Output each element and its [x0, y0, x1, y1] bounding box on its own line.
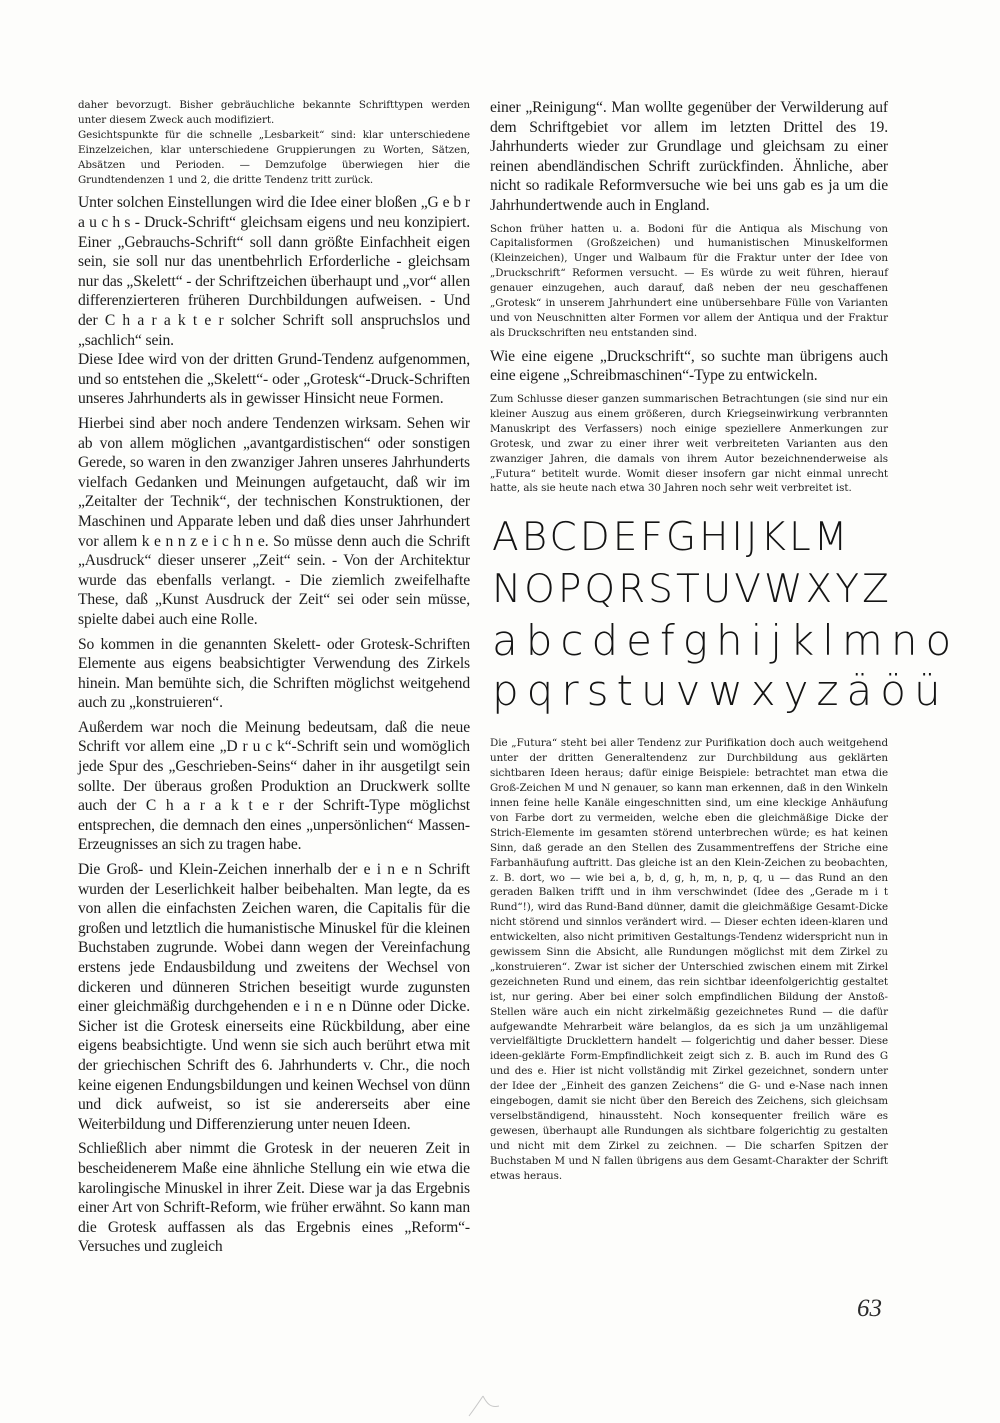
paragraph-small: Schon früher hatten u. a. Bodoni für die Antiqua als Mischung von Capitalisformen (Großzeichen) und humanistischen Minuskelformen (Kleinzeichen), Unger und Walbaum für die Fraktur unter der Idee von „Druckschrift“ Reformen versucht. — Es würde zu weit führen, hierauf genauer einzugehen, auch darauf, daß neben der neu geschaffenen „Grotesk“ in unserem Jahrhundert eine unübersehbare Fülle von Varianten und von Neuschnitten alter Formen vor allem der Antiqua und der Fraktur als Druckschriften neu entstanden sind.: [490, 222, 888, 339]
paragraph-small: daher bevorzugt. Bisher gebräuchliche bekannte Schrifttypen werden unter diesem Zweck auch modifiziert.: [78, 99, 470, 126]
paragraph: Unter solchen Einstellungen wird die Idee einer bloßen „G e b r a u c h s - Druck-Schrift“ gleichsam eigens und neu konzipiert. Einer „Gebrauchs-Schrift“ soll dann größte Einfachheit eigen sein, sie soll nur das unentbehrlich Erforderliche - gleichsam nur das „Skelett“ - der Schriftzeichen überhaupt und „vor“ allen differenzierteren früheren Durchbildungen aufweisen. - Und der C h a r a k t e r solcher Schrift soll anspruchslos und „sachlich“ sein.: [78, 194, 470, 349]
paragraph: Diese Idee wird von der dritten Grund-Tendenz aufgenommen, und so entstehen die „Skelett“- oder „Grotesk“-Druck-Schriften unseres Jahrhunderts als in gewisser Hinsicht neue Formen.: [78, 351, 470, 408]
paragraph: Hierbei sind aber noch andere Tendenzen wirksam. Sehen wir ab von allem möglichen „avantgardistischen“ oder sonstigen Gerede, so waren in den zwanziger Jahren unseres Jahrhunderts vielfach Gedanken und Meinungen aufgetaucht, daß wir im „Zeitalter der Technik“, der technischen Konstruktionen, der Maschinen und Apparate leben und daß dies unser Jahrhundert vor allem k e n n z e i c h n e. So müsse denn auch die Schrift „Ausdruck“ dieser unserer „Zeit“ sein. - Von der Architektur wurde das ebenfalls verlangt. - Die ziemlich zweifelhafte These, daß „Kunst Ausdruck der Zeit“ sei oder sein müsse, spielte dabei auch eine Rolle.: [78, 414, 470, 628]
alphabet-lowercase-line-2: pqrstuvwxyzäöü: [492, 666, 949, 716]
scan-artifact-icon: [463, 1392, 503, 1418]
paragraph-small: Zum Schlusse dieser ganzen summarischen Betrachtungen (sie sind nur ein kleiner Auszug aus einem größeren, durch Kriegseinwirkung verbrannten Manuskript des Verfassers) noch einige speziellere Anmerkungen zur Grotesk, und zwar zu einer ihrer weit verbreiteten Varianten aus den zwanziger Jahren, die damals von ihrem Autor bezeichnenderweise als „Futura“ betitelt wurde. Womit dieser insofern gar nicht einmal unrecht hatte, als sie heute nach etwa 30 Jahren noch sehr weit verbreitet ist.: [490, 393, 888, 495]
page-number: 63: [857, 1295, 882, 1322]
paragraph: So kommen in die genannten Skelett- oder Grotesk-Schriften Elemente aus eigens beabsichtigter Verwendung des Zirkels hinein. Man bemühte sich, die Schriften möglichst weitgehend auch zu „konstruieren“.: [78, 635, 470, 712]
paragraph: Schließlich aber nimmt die Grotesk in der neueren Zeit in bescheidenerem Maße eine ähnliche Stellung ein wie etwa die karolingische Minuskel in ihrer Zeit. Diese war ja das Ergebnis einer Art von Schrift-Reform, wie früher erwähnt. So kann man die Grotesk auffassen als das Ergebnis eines „Reform“-Versuches und zugleich: [78, 1140, 470, 1256]
paragraph-small: Die „Futura“ steht bei aller Tendenz zur Purifikation doch auch weitgehend unter der dritten Generaltendenz zur Durchbildung aus geklärten sichtbaren Ideen heraus; dafür einige Beispiele: betrachtet man etwa die Groß-Zeichen M und N genauer, so kann man erkennen, daß in den Winkeln innen feine helle Kanäle eingeschnitten sind, um eine kleckige Anhäufung von Farbe dort zu vermeiden, welche eben die gleichmäßige Dicke der Strich-Elemente im gesamten störend unterbrechen würde; es hat keinen Sinn, daß gerade an den Stellen des Zusammentreffens der Striche eine Farbanhäufung auftritt. Das gleiche ist an den Klein-Zeichen zu beobachten, z. B. dort, wo — wie bei a, b, d, g, h, m, n, p, q, u — das Rund an den geraden Balken trifft und in ihm verschwindet (Idee des „Gerade m i t Rund“!), wird das Rund-Band dünner, damit die gleichmäßige Gesamt-Dicke nicht störend und sinnlos verändert wird. — Dieser echten ideen-klaren und entwickelten, also nicht primitiven Gestaltungs-Tendenz widerspricht nun in gewissem Sinn die Absicht, alle Rundungen möglichst mit dem Zirkel zu „konstruieren“. Zwar ist sicher der Unterschied zwischen einem mit Zirkel gezeichneten Rund und einem, das rein sichtbar ideenfolgerichtig gestaltet ist, nur gering. Aber bei einer solch empfindlichen Bildung der Anstoß-Stellen wäre auch ein nicht zirkelmäßig gezeichnetes Rund — die dafür aufgewandte Mehrarbeit wäre belanglos, da es sich ja um unzähligemal vervielfältigte Drucklettern handelt — folgerichtig und daher besser. Diese ideen-geklärte Form-Empfindlichkeit zeigt sich z. B. auch im Rund des G und des e. Hier ist nicht vollständig mit Zirkel gezeichnet, sondern unter der Idee der „Einheit des ganzen Zeichens“ die G- und e-Nase nach innen eingebogen, damit sie nicht über den Bereich des Zeichens, sich gleichsam verselbständigend, hinaussteht. Noch konsequenter freilich wäre es gewesen, überhaupt alle Rundungen als sichtbare folgerichtig zu gestalten und nicht mit dem Zirkel zu zeichnen. — Die scharfen Spitzen der Buchstaben M und N fallen übrigens aus dem Gesamt-Charakter der Schrift etwas heraus.: [490, 737, 888, 1182]
alphabet-uppercase-line-1: ABCDEFGHIJKLM: [492, 515, 851, 561]
alphabet-uppercase-line-2: NOPQRSTUVWXYZ: [492, 567, 892, 613]
right-column: [490, 98, 960, 1184]
paragraph: einer „Reinigung“. Man wollte gegenüber der Verwilderung auf dem Schriftgebiet vor allem im letzten Drittel des 19. Jahrhunderts wieder zur Grundlage und gleichsam zu einer reinen abendländischen Schrift zurückfinden. Ähnliche, aber nicht so radikale Reformversuche wie bei uns gab es ja um die Jahrhundertwende auch in England.: [490, 99, 888, 214]
left-column: [78, 98, 470, 1257]
paragraph: Die Groß- und Klein-Zeichen innerhalb der e i n e n Schrift wurden der Leserlichkeit halber beibehalten. Man legte, da es von allen die einfachsten Zeichen waren, die Capitalis für die großen und letztlich die humanistische Minuskel für die kleinen Buchstaben zugrunde. Wobei dann wegen der Vereinfachung erstens jede Endausbildung und zweitens der Wechsel von dickeren und dünneren Strichen beseitigt wurde zugunsten einer gleichmäßig durchgehenden e i n e n Dünne oder Dicke. Sicher ist die Grotesk einerseits eine Rückbildung, aber eine eigens beabsichtigte. Und wenn sie sich auch berührt etwa mit der griechischen Schrift des 6. Jahrhunderts v. Chr., die noch keine eigenen Endungsbildungen und keinen Wechsel von dünn und dick aufweist, so ist sie andererseits aber eine Weiterbildung und Differenzierung unter neuen Ideen.: [78, 861, 470, 1133]
paragraph: Wie eine eigene „Druckschrift“, so suchte man übrigens auch eine eigene „Schreibmaschinen“-Type zu entwickeln.: [490, 347, 888, 385]
futura-alphabet-specimen: [492, 512, 960, 716]
paragraph: Außerdem war noch die Meinung bedeutsam, daß die neue Schrift vor allem eine „D r u c k“-Schrift sein und womöglich jede Spur des „Geschrieben-Seins“ daher in ihr ausgetilgt sein sollte. Der überaus großen Produktion an Druckwerk sollte auch der C h a r a k t e r der Schrift-Type möglichst entsprechen, die demnach den eines „unpersönlichen“ Massen-Erzeugnisses an sich zu tragen habe.: [78, 718, 470, 854]
paragraph-small: Gesichtspunkte für die schnelle „Lesbarkeit“ sind: klar unterschiedene Einzelzeichen, klar unterschiedene Gruppierungen zu Worten, Sätzen, Absätzen und Perioden. — Demzufolge überwiegen hier die Grundtendenzen 1 und 2, die dritte Tendenz tritt zurück.: [78, 128, 470, 186]
alphabet-lowercase-line-1: abcdefghijklmno: [492, 616, 960, 666]
